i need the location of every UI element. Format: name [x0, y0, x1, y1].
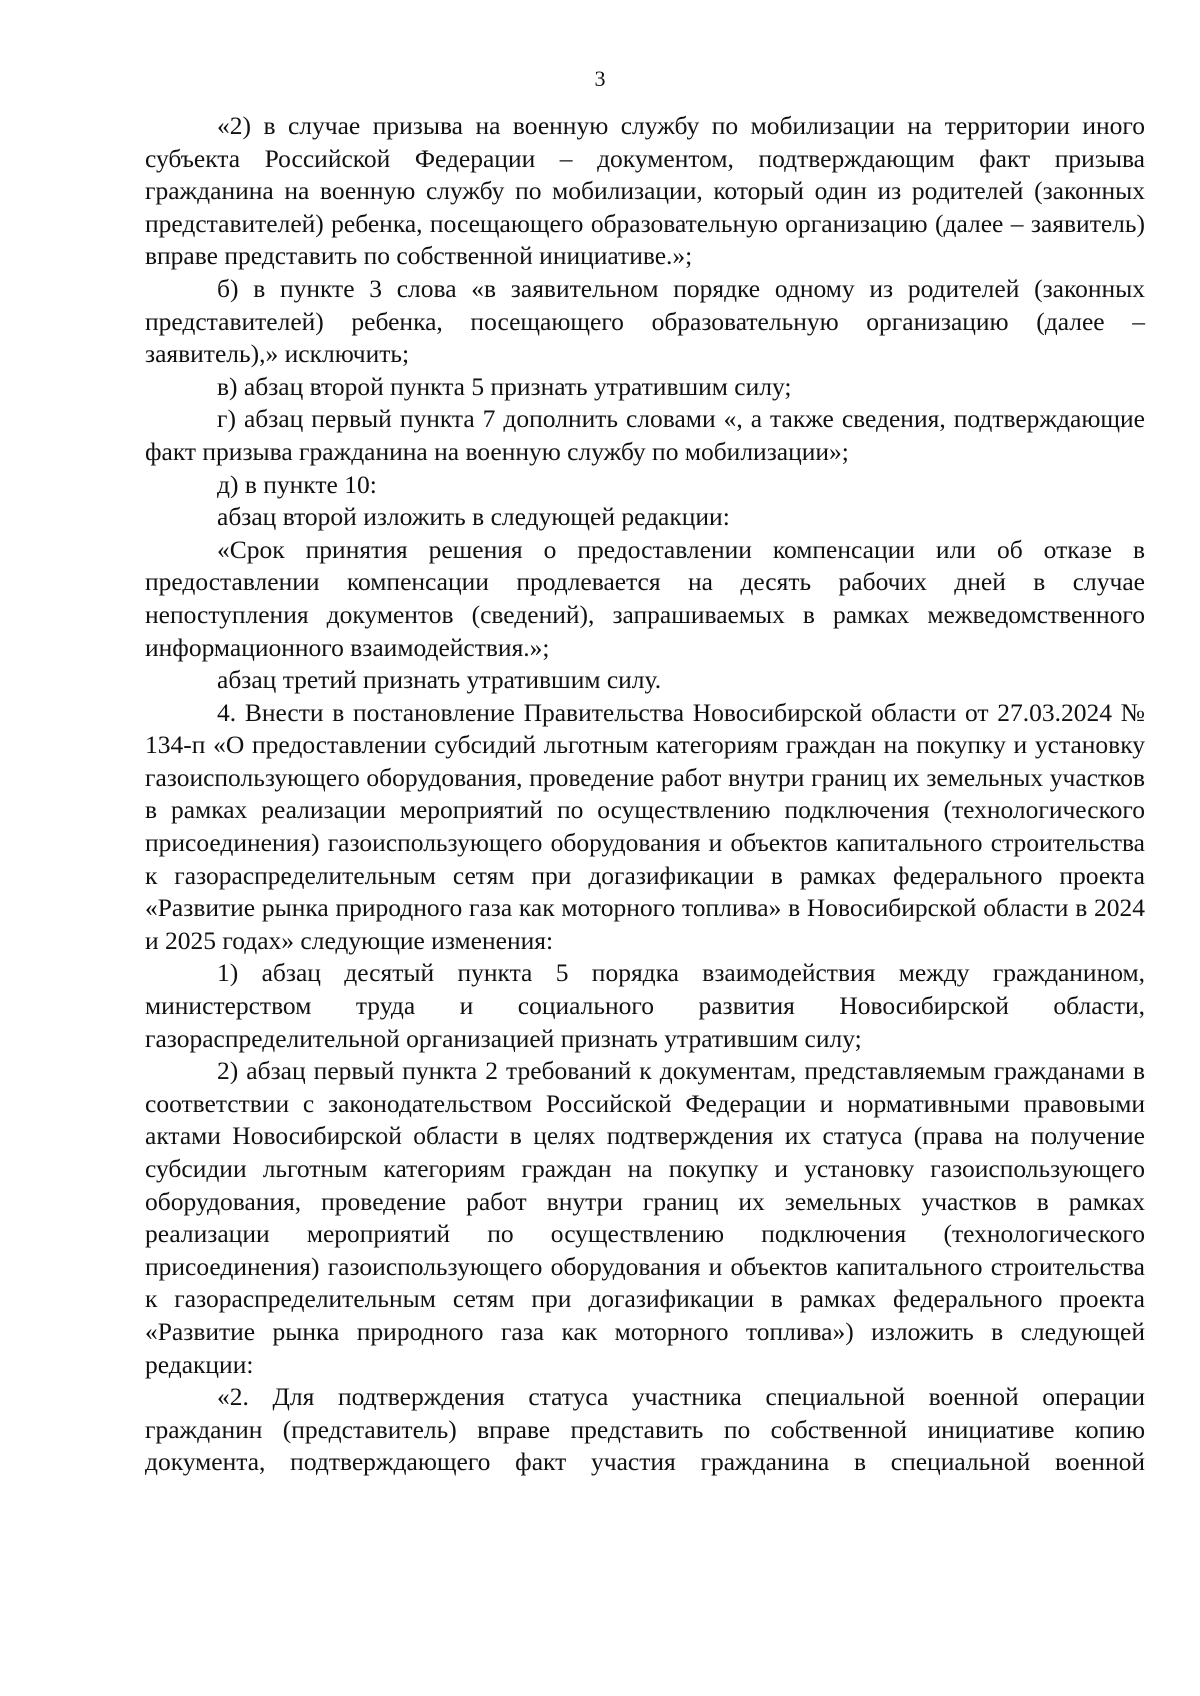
paragraph-point-4-item-1: 1) абзац десятый пункта 5 порядка взаимодействия между гражданином, министерством труда и социального развития Новосибирской области, газораспределительной организацией признать утратившим силу;	[145, 958, 1145, 1053]
paragraph-abzac-second: абзац второй изложить в следующей редакции:	[217, 502, 730, 532]
paragraph-subitem-g: г) абзац первый пункта 7 дополнить словами «, а также сведения, подтверждающие факт призыва гражданина на военную службу по мобилизации»;	[145, 404, 1145, 466]
document-body	[145, 110, 1145, 1479]
paragraph-item-2-quote: «2) в случае призыва на военную службу по мобилизации на территории иного субъекта Российской Федерации – документом, подтверждающим факт призыва гражданина на военную службу по мобилизации, который один из родителей (законных представителей) ребенка, посещающего образовательную организацию (далее – заявитель) вправе представить по собственной инициативе.»;	[145, 111, 1145, 271]
paragraph-term-quote: «Срок принятия решения о предоставлении компенсации или об отказе в предоставлении компенсации продлевается на десять рабочих дней в случае непоступления документов (сведений), запрашиваемых в рамках межведомственного информационного взаимодействия.»;	[145, 534, 1145, 662]
paragraph-abzac-third: абзац третий признать утратившим силу.	[217, 665, 662, 695]
paragraph-point-4: 4. Внести в постановление Правительства Новосибирской области от 27.03.2024 № 134-п «О предоставлении субсидий льготным категориям граждан на покупку и установку газоиспользующего оборудования, проведение работ внутри границ их земельных участков в рамках реализации мероприятий по осуществлению подключения (технологического присоединения) газоиспользующего оборудования и объектов капитального строительства к газораспределительным сетям при догазификации в рамках федерального проекта «Развитие рынка природного газа как моторного топлива» в Новосибирской области в 2024 и 2025 годах» следующие изменения:	[145, 697, 1145, 955]
page-number: 3	[594, 66, 606, 91]
paragraph-item-2-new-text: «2. Для подтверждения статуса участника специальной военной операции гражданин (представитель) вправе представить по собственной инициативе копию документа, подтверждающего факт участия гражданина в специальной военной	[145, 1382, 1145, 1477]
paragraph-subitem-d: д) в пункте 10:	[217, 469, 377, 499]
paragraph-subitem-b: б) в пункте 3 слова «в заявительном порядке одному из родителей (законных представителей) ребенка, посещающего образовательную организацию (далее – заявитель),» исключить;	[145, 273, 1145, 369]
paragraph-point-4-item-2: 2) абзац первый пункта 2 требований к документам, представляемым гражданами в соответствии с законодательством Российской Федерации и нормативными правовыми актами Новосибирской области в целях подтверждения их статуса (права на получение субсидии льготным категориям граждан на покупку и установку газоиспользующего оборудования, проведение работ внутри границ их земельных участков в рамках реализации мероприятий по осуществлению подключения (технологического присоединения) газоиспользующего оборудования и объектов капитального строительства к газораспределительным сетям при догазификации в рамках федерального проекта «Развитие рынка природного газа как моторного топлива») изложить в следующей редакции:	[145, 1056, 1145, 1379]
paragraph-subitem-v: в) абзац второй пункта 5 признать утратившим силу;	[217, 371, 792, 401]
